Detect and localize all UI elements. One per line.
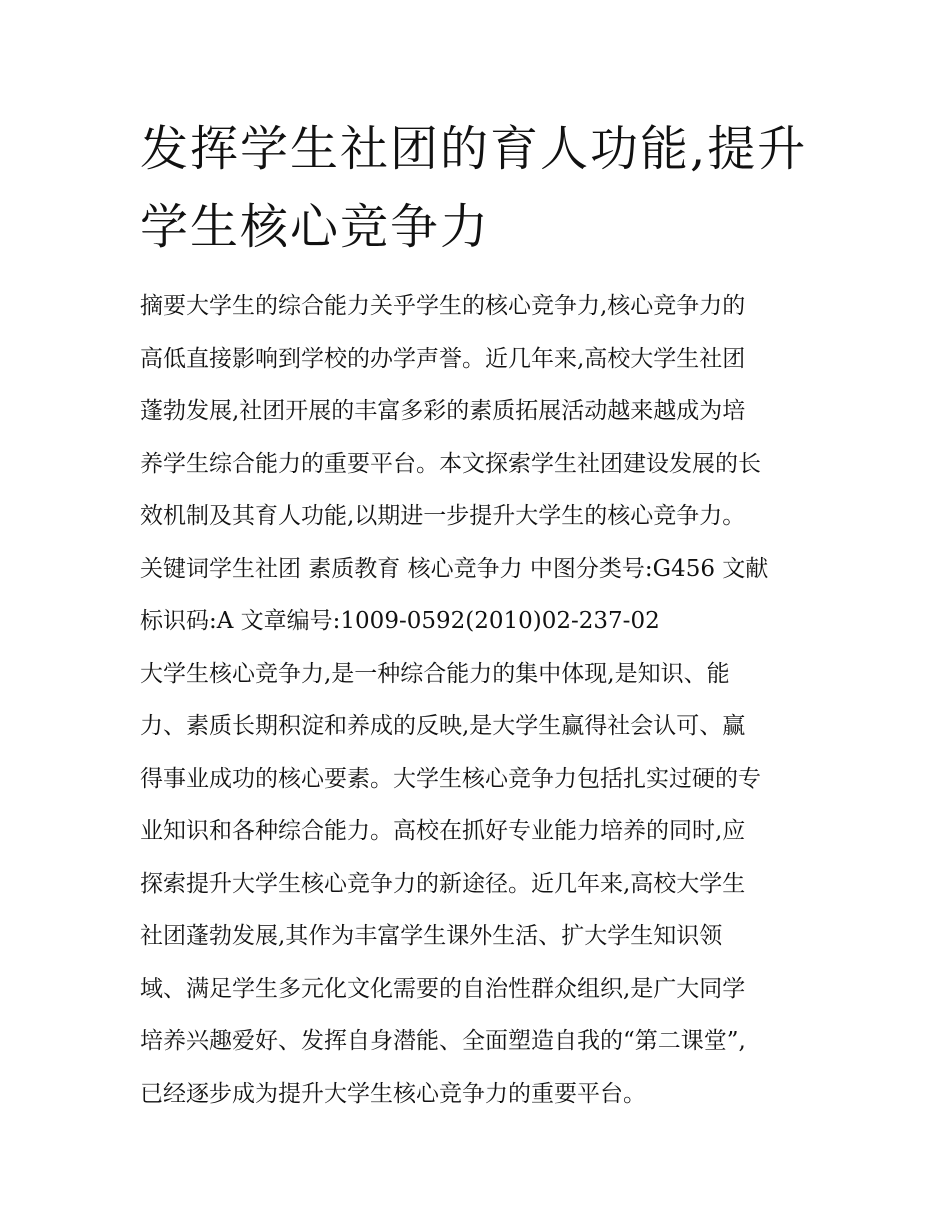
title-line-2: 学生核心竞争力	[140, 199, 491, 255]
paragraph-line-2: 力、素质长期积淀和养成的反映,是大学生赢得社会认可、赢	[140, 713, 746, 739]
abstract-line-5: 效机制及其育人功能,以期进一步提升大学生的核心竞争力。	[140, 503, 746, 529]
keywords-line-1: 关键词学生社团 素质教育 核心竞争力 中图分类号:G456 文献	[140, 555, 769, 582]
paragraph-line-5: 探索提升大学生核心竞争力的新途径。近几年来,高校大学生	[140, 870, 746, 897]
paragraph-line-7: 域、满足学生多元化文化需要的自治性群众组织,是广大同学	[140, 975, 746, 1002]
document-body	[140, 280, 830, 1120]
document-title	[140, 110, 820, 266]
paragraph-line-8: 培养兴趣爱好、发挥自身潜能、全面塑造自我的“第二课堂”,	[140, 1028, 746, 1054]
abstract-line-4: 养学生综合能力的重要平台。本文探索学生社团建设发展的长	[140, 450, 761, 477]
keywords-line-2: 标识码:A 文章编号:1009-0592(2010)02-237-02	[140, 608, 660, 634]
abstract-line-2: 高低直接影响到学校的办学声誉。近几年来,高校大学生社团	[140, 345, 746, 372]
paragraph-line-4: 业知识和各种综合能力。高校在抓好专业能力培养的同时,应	[140, 818, 746, 844]
paragraph-line-1: 大学生核心竞争力,是一种综合能力的集中体现,是知识、能	[140, 660, 730, 687]
paragraph-line-9: 已经逐步成为提升大学生核心竞争力的重要平台。	[140, 1080, 646, 1107]
paragraph-line-3: 得事业成功的核心要素。大学生核心竞争力包括扎实过硬的专	[140, 765, 761, 792]
abstract-line-1: 摘要大学生的综合能力关乎学生的核心竞争力,核心竞争力的	[140, 293, 746, 319]
title-line-1: 发挥学生社团的育人功能,提升	[140, 121, 808, 177]
abstract-line-3: 蓬勃发展,社团开展的丰富多彩的素质拓展活动越来越成为培	[140, 398, 746, 424]
paragraph-line-6: 社团蓬勃发展,其作为丰富学生课外生活、扩大学生知识领	[140, 923, 723, 949]
